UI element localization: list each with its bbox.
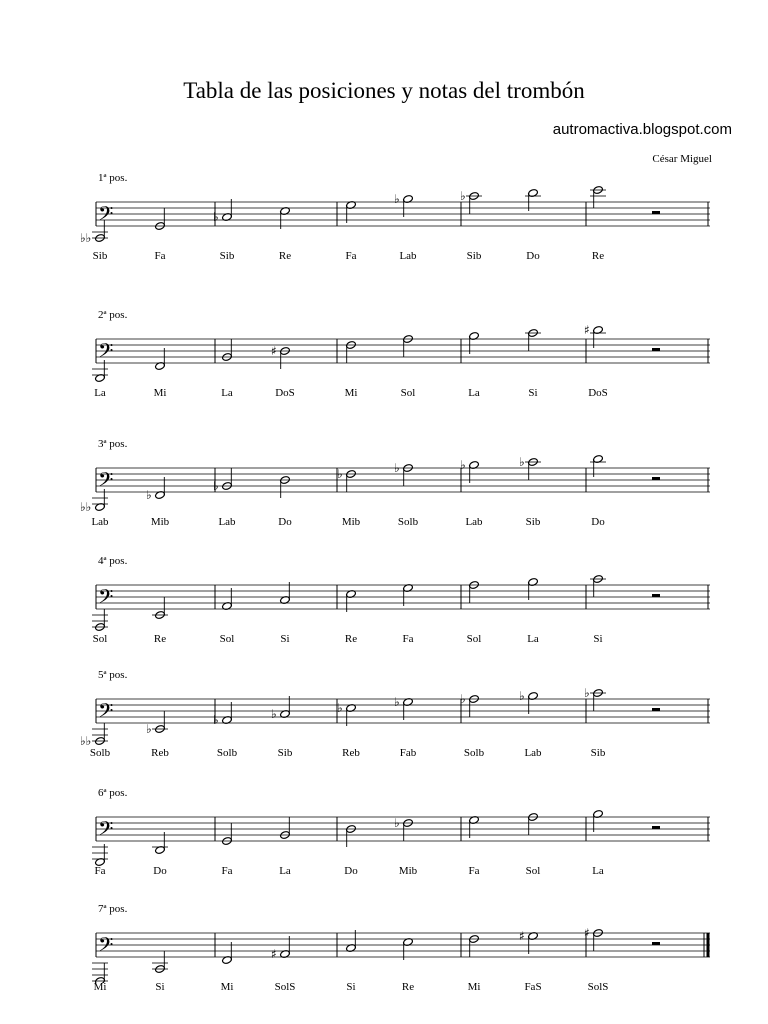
note-name: Mib (150, 516, 170, 528)
half-note (346, 825, 357, 847)
note-name: Fa (221, 865, 233, 877)
note-name: Lab (524, 747, 542, 759)
sharp-icon: ♯ (584, 323, 590, 337)
note-name: Mib (398, 865, 418, 877)
note-name: Solb (89, 747, 111, 759)
note-name: Sol (466, 633, 482, 645)
position-row (0, 903, 768, 1008)
note-name: Do (526, 250, 540, 262)
note-name: Lab (399, 250, 417, 262)
half-note (222, 823, 233, 845)
half-note (346, 341, 357, 363)
half-note (584, 323, 606, 348)
note-name: La (592, 865, 604, 877)
position-label: 5ª pos. (98, 669, 128, 681)
half-note (525, 329, 541, 351)
note-name: Re (591, 250, 605, 262)
composer-name: César Miguel (652, 153, 712, 165)
staff (0, 565, 768, 635)
sharp-icon: ♯ (271, 947, 277, 961)
half-note (92, 844, 108, 866)
note-name: Fa (154, 250, 166, 262)
half-note (155, 208, 166, 230)
bass-clef-icon: 𝄢 (98, 585, 114, 613)
half-rest (652, 942, 660, 945)
position-row (0, 787, 768, 892)
note-name: Sol (219, 633, 235, 645)
half-note (152, 597, 168, 619)
note-name: Sib (92, 250, 108, 262)
half-note (403, 335, 414, 357)
half-note (460, 189, 482, 214)
note-name: Fa (345, 250, 357, 262)
note-name: Solb (216, 747, 238, 759)
half-note (271, 344, 290, 369)
position-label: 2ª pos. (98, 309, 128, 321)
staff (0, 913, 768, 983)
note-name: Si (346, 981, 356, 993)
half-note (152, 951, 168, 973)
staff (0, 797, 768, 867)
half-note (213, 468, 232, 493)
page-title: Tabla de las posiciones y notas del trombón (183, 78, 585, 103)
staff (0, 679, 768, 749)
position-row (0, 309, 768, 414)
half-rest (652, 708, 660, 711)
note-name: Fa (402, 633, 414, 645)
note-name: La (468, 387, 480, 399)
note-name: Mi (93, 981, 107, 993)
flat-icon: ♭ (337, 467, 343, 481)
half-note (337, 467, 356, 492)
half-note (92, 963, 108, 983)
half-note (528, 813, 539, 835)
position-row (0, 438, 768, 543)
note-name: Re (344, 633, 358, 645)
flat-icon: ♭ (584, 686, 590, 700)
note-name: Si (280, 633, 290, 645)
note-name: Reb (342, 747, 360, 759)
half-note (280, 817, 291, 839)
note-name: Re (401, 981, 415, 993)
bass-clef-icon: 𝄢 (98, 202, 114, 230)
flat-icon: ♭ (394, 461, 400, 475)
flat-icon: ♭♭ (80, 734, 92, 748)
note-name: Sol (525, 865, 541, 877)
flat-icon: ♭ (519, 455, 525, 469)
flat-icon: ♭ (460, 189, 466, 203)
note-name: Sol (400, 387, 416, 399)
note-name: DoS (275, 387, 295, 399)
flat-icon: ♭ (394, 816, 400, 830)
note-name: Fa (94, 865, 106, 877)
note-name: La (527, 633, 539, 645)
note-name: FaS (524, 981, 542, 993)
note-name: Mi (344, 387, 358, 399)
note-name: Do (278, 516, 292, 528)
half-rest (652, 477, 660, 480)
half-note (394, 816, 413, 841)
half-note (519, 455, 541, 480)
half-note (590, 575, 606, 597)
flat-icon: ♭ (213, 713, 219, 727)
half-rest (652, 594, 660, 597)
position-row (0, 172, 768, 277)
note-name: Do (591, 516, 605, 528)
half-note (394, 461, 413, 486)
note-name: Mi (153, 387, 167, 399)
note-name: Do (153, 865, 167, 877)
half-rest (652, 211, 660, 214)
flat-icon: ♭ (271, 707, 277, 721)
note-name: SolS (274, 981, 296, 993)
half-note (394, 192, 413, 217)
flat-icon: ♭♭ (80, 500, 92, 514)
note-name: Si (528, 387, 538, 399)
note-name: Mi (220, 981, 234, 993)
flat-icon: ♭ (213, 210, 219, 224)
note-name: Do (344, 865, 358, 877)
note-name: DoS (588, 387, 608, 399)
position-row (0, 669, 768, 774)
note-name: La (279, 865, 291, 877)
note-name: Solb (397, 516, 419, 528)
note-name: Sib (219, 250, 235, 262)
half-note (469, 935, 480, 957)
note-name: Lab (218, 516, 236, 528)
note-name: La (221, 387, 233, 399)
bass-clef-icon: 𝄢 (98, 817, 114, 845)
bass-clef-icon: 𝄢 (98, 339, 114, 367)
flat-icon: ♭ (394, 192, 400, 206)
half-note (469, 581, 480, 603)
note-name: Lab (91, 516, 109, 528)
flat-icon: ♭ (394, 695, 400, 709)
note-name: Fab (399, 747, 417, 759)
flat-icon: ♭ (519, 689, 525, 703)
flat-icon: ♭ (460, 458, 466, 472)
note-name: Sib (590, 747, 606, 759)
half-note (519, 689, 538, 714)
note-name: SolS (587, 981, 609, 993)
staff (0, 182, 768, 252)
position-label: 7ª pos. (98, 903, 128, 915)
website-link[interactable]: autromactiva.blogspot.com (552, 121, 732, 138)
half-note (460, 458, 479, 483)
note-name: Mib (341, 516, 361, 528)
half-note (146, 477, 165, 502)
bass-clef-icon: 𝄢 (98, 933, 114, 961)
half-note (280, 476, 291, 498)
flat-icon: ♭ (146, 722, 152, 736)
sharp-icon: ♯ (271, 344, 277, 358)
sharp-icon: ♯ (584, 926, 590, 940)
note-name: Re (278, 250, 292, 262)
note-name: Si (155, 981, 165, 993)
note-name: La (94, 387, 106, 399)
note-name: Reb (151, 747, 169, 759)
staff (0, 319, 768, 389)
bass-clef-icon: 𝄢 (98, 468, 114, 496)
note-name: Re (153, 633, 167, 645)
staff (0, 448, 768, 518)
half-rest (652, 826, 660, 829)
note-name: Sol (92, 633, 108, 645)
note-name: Lab (465, 516, 483, 528)
sharp-icon: ♯ (519, 929, 525, 943)
position-label: 3ª pos. (98, 438, 128, 450)
flat-icon: ♭ (146, 488, 152, 502)
position-label: 6ª pos. (98, 787, 128, 799)
half-note (222, 339, 233, 361)
half-note (584, 686, 606, 711)
half-note (590, 186, 606, 208)
note-name: Si (593, 633, 603, 645)
flat-icon: ♭ (213, 479, 219, 493)
position-label: 4ª pos. (98, 555, 128, 567)
note-name: Sib (525, 516, 541, 528)
half-note (460, 692, 479, 717)
half-note (146, 711, 168, 736)
note-name: Mi (467, 981, 481, 993)
flat-icon: ♭ (460, 692, 466, 706)
position-row (0, 555, 768, 660)
note-name: Sib (277, 747, 293, 759)
note-name: Fa (468, 865, 480, 877)
flat-icon: ♭♭ (80, 231, 92, 245)
flat-icon: ♭ (337, 701, 343, 715)
bass-clef-icon: 𝄢 (98, 699, 114, 727)
note-name: Sib (466, 250, 482, 262)
note-name: Solb (463, 747, 485, 759)
position-label: 1ª pos. (98, 172, 128, 184)
half-note (584, 926, 603, 951)
half-rest (652, 348, 660, 351)
